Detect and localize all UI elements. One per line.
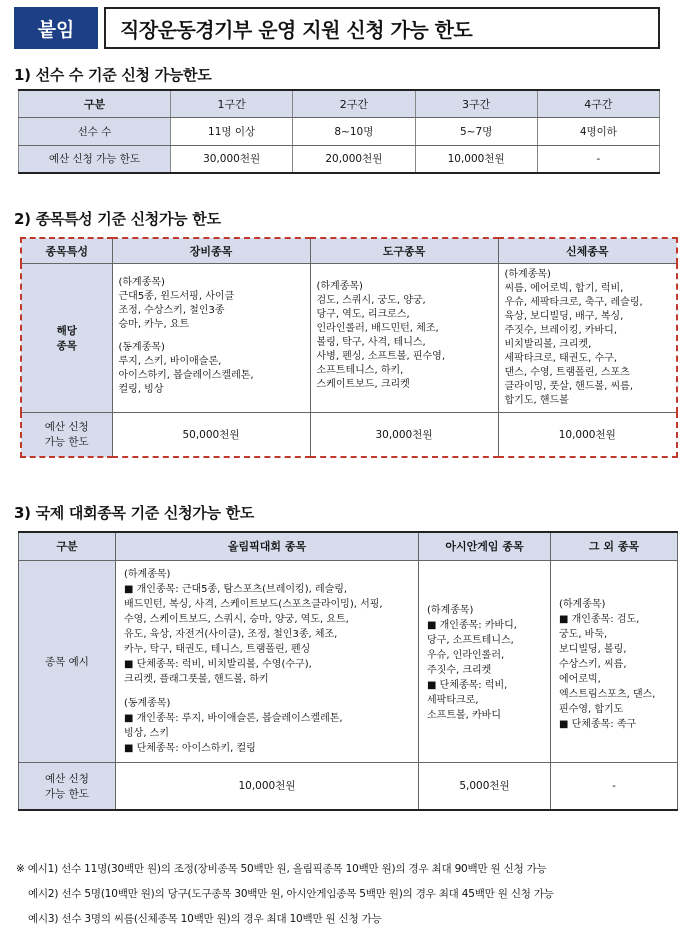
section2-title: 2) 종목특성 기준 신청가능 한도	[14, 210, 221, 228]
table-row	[21, 412, 677, 457]
table-row	[19, 117, 660, 145]
other-sports-cell	[551, 560, 678, 762]
sport-list-line: 컬링, 빙상	[118, 383, 164, 395]
sport-list-line: ■ 단체종목: 아이스하키, 컬링	[124, 742, 256, 754]
column-header: 올림픽대회 종목	[116, 532, 419, 560]
table-header-row	[19, 532, 678, 560]
group-label: (하계종목)	[124, 568, 171, 580]
table-header-row	[21, 238, 677, 263]
sport-list-line: 궁도, 바둑,	[559, 628, 608, 640]
column-header: 그 외 종목	[551, 532, 678, 560]
table-cell: 50,000천원	[112, 412, 310, 457]
sport-list-line: 소프트볼, 카바디	[427, 709, 501, 721]
sport-list-line: 댄스, 수영, 트램폴린, 스포츠	[504, 366, 630, 378]
sport-list-line: 볼링, 탁구, 사격, 테니스,	[316, 336, 426, 348]
column-header: 2구간	[293, 90, 415, 117]
tool-sports-cell	[310, 263, 498, 412]
table-cell: 8~10명	[293, 117, 415, 145]
international-event-table	[18, 531, 678, 811]
group-label: (하계종목)	[316, 280, 363, 292]
sport-list-line: 빙상, 스키	[124, 727, 169, 739]
column-header: 장비종목	[112, 238, 310, 263]
sport-list-line: 루지, 스키, 바이애슬론,	[118, 355, 222, 367]
row-label: 예산 신청 가능 한도	[19, 145, 171, 173]
sport-list-line: 근대5종, 윈드서핑, 사이클	[118, 290, 235, 302]
table-cell: 5~7명	[415, 117, 537, 145]
table-cell: 11명 이상	[171, 117, 293, 145]
group-label: (하계종목)	[427, 604, 474, 616]
column-header: 구분	[19, 532, 116, 560]
group-label: (하계종목)	[118, 276, 165, 288]
column-header: 3구간	[415, 90, 537, 117]
sport-list-line: 크리켓, 플래그풋볼, 핸드볼, 하키	[124, 673, 269, 685]
sport-list-line: 소프트테니스, 하키,	[316, 364, 404, 376]
example-note: 예시3) 선수 3명의 씨름(신체종목 10백만 원)의 경우 최대 10백만 원 신청 가능	[28, 913, 382, 925]
table-row	[21, 263, 677, 412]
example-note: 예시2) 선수 5명(10백만 원)의 당구(도구종목 30백만 원, 아시안게임종목 5백만 원)의 경우 최대 45백만 원 신청 가능	[28, 888, 554, 900]
sport-list-line: 씨름, 에어로빅, 합기, 럭비,	[504, 282, 624, 294]
sport-list-line: 스케이트보드, 크리켓	[316, 378, 410, 390]
table-row	[19, 560, 678, 762]
sport-list-line: 조정, 수상스키, 철인3종	[118, 304, 225, 316]
attachment-badge: 붙임	[14, 7, 98, 49]
column-header: 구분	[19, 90, 171, 117]
examples-notes	[16, 857, 554, 932]
table-cell: 4명이하	[537, 117, 659, 145]
sport-list-line: 핀수영, 합기도	[559, 703, 624, 715]
equipment-sports-cell	[112, 263, 310, 412]
column-header: 종목특성	[21, 238, 112, 263]
sport-list-line: 아이스하키, 봅슬레이스켈레톤,	[118, 369, 254, 381]
sport-list-line: ■ 단체종목: 럭비, 비치발리볼, 수영(수구),	[124, 658, 312, 670]
sport-list-line: 당구, 소프트테니스,	[427, 634, 514, 646]
column-header: 도구종목	[310, 238, 498, 263]
sport-list-line: ■ 개인종목: 루지, 바이애슬론, 봅슬레이스켈레톤,	[124, 712, 343, 724]
row-label: 선수 수	[19, 117, 171, 145]
group-label: (하계종목)	[504, 268, 551, 280]
table-cell: 5,000천원	[419, 762, 551, 810]
table-row	[19, 145, 660, 173]
sport-list-line: 세팍타크로,	[427, 694, 479, 706]
sport-list-line: 합기도, 핸드볼	[504, 394, 569, 406]
table-cell: 30,000천원	[310, 412, 498, 457]
column-header: 신체종목	[498, 238, 677, 263]
sport-list-line: 카누, 탁구, 태권도, 테니스, 트램폴린, 펜싱	[124, 643, 311, 655]
sport-list-line: 육상, 보디빌딩, 배구, 복싱,	[504, 310, 624, 322]
sport-list-line: 배드민턴, 복싱, 사격, 스케이트보드(스포츠클라이밍), 서핑,	[124, 598, 383, 610]
sport-list-line: ■ 단체종목: 족구	[559, 718, 637, 730]
sport-list-line: 에어로빅,	[559, 673, 601, 685]
sport-list-line: 당구, 역도, 리크로스,	[316, 308, 410, 320]
olympic-sports-cell	[116, 560, 419, 762]
table-cell: -	[551, 762, 678, 810]
column-header: 4구간	[537, 90, 659, 117]
sport-list-line: 주짓수, 크리켓	[427, 664, 492, 676]
asian-games-sports-cell	[419, 560, 551, 762]
sport-type-table	[20, 237, 678, 458]
column-header: 1구간	[171, 90, 293, 117]
group-label: (동계종목)	[118, 341, 165, 353]
sport-list-line: 보디빌딩, 볼링,	[559, 643, 627, 655]
sport-list-line: 클라이밍, 풋살, 핸드볼, 씨름,	[504, 380, 634, 392]
sport-list-line: 검도, 스쿼시, 궁도, 양궁,	[316, 294, 426, 306]
sport-list-line: 주짓수, 브레이킹, 카바디,	[504, 324, 617, 336]
sport-list-line: ■ 개인종목: 검도,	[559, 613, 640, 625]
row-label: 예산 신청 가능 한도	[21, 412, 112, 457]
sport-list-line: 세팍타크로, 태권도, 수구,	[504, 352, 617, 364]
sport-list-line: 엑스트림스포츠, 댄스,	[559, 688, 656, 700]
column-header: 아시안게임 종목	[419, 532, 551, 560]
sport-list-line: 승마, 카누, 요트	[118, 318, 190, 330]
sport-list-line: ■ 단체종목: 럭비,	[427, 679, 508, 691]
sport-list-line: 유도, 육상, 자전거(사이클), 조정, 철인3종, 체조,	[124, 628, 338, 640]
sport-list-line: 우슈, 세팍타크로, 축구, 레슬링,	[504, 296, 643, 308]
table-cell: 10,000천원	[116, 762, 419, 810]
table-cell: 20,000천원	[293, 145, 415, 173]
sport-list-line: 우슈, 인라인롤러,	[427, 649, 505, 661]
athlete-count-table	[18, 89, 660, 174]
row-label: 해당 종목	[21, 263, 112, 412]
example-note: ※ 예시1) 선수 11명(30백만 원)의 조정(장비종목 50백만 원, 올림픽종목 10백만 원)의 경우 최대 90백만 원 신청 가능	[16, 863, 547, 875]
table-cell: -	[537, 145, 659, 173]
table-cell: 10,000천원	[415, 145, 537, 173]
row-label: 예산 신청 가능 한도	[19, 762, 116, 810]
sport-list-line: 수상스키, 씨름,	[559, 658, 627, 670]
table-cell: 10,000천원	[498, 412, 677, 457]
sport-list-line: 사병, 펜싱, 소프트볼, 핀수영,	[316, 350, 446, 362]
section1-title: 1) 선수 수 기준 신청 가능한도	[14, 66, 212, 84]
body-sports-cell	[498, 263, 677, 412]
group-label: (동계종목)	[124, 697, 171, 709]
page-title: 직장운동경기부 운영 지원 신청 가능 한도	[104, 7, 660, 49]
table-cell: 30,000천원	[171, 145, 293, 173]
group-label: (하계종목)	[559, 598, 606, 610]
section3-title: 3) 국제 대회종목 기준 신청가능 한도	[14, 504, 254, 522]
table-header-row	[19, 90, 660, 117]
table-row	[19, 762, 678, 810]
header	[14, 7, 660, 49]
sport-list-line: 인라인롤러, 배드민턴, 체조,	[316, 322, 439, 334]
row-label: 종목 예시	[19, 560, 116, 762]
sport-list-line: ■ 개인종목: 근대5종, 탐스포츠(브레이킹), 레슬링,	[124, 583, 348, 595]
sport-list-line: 수영, 스케이트보드, 스쿼시, 승마, 양궁, 역도, 요트,	[124, 613, 349, 625]
sport-list-line: 비치발리볼, 크리켓,	[504, 338, 592, 350]
sport-list-line: ■ 개인종목: 카바디,	[427, 619, 517, 631]
